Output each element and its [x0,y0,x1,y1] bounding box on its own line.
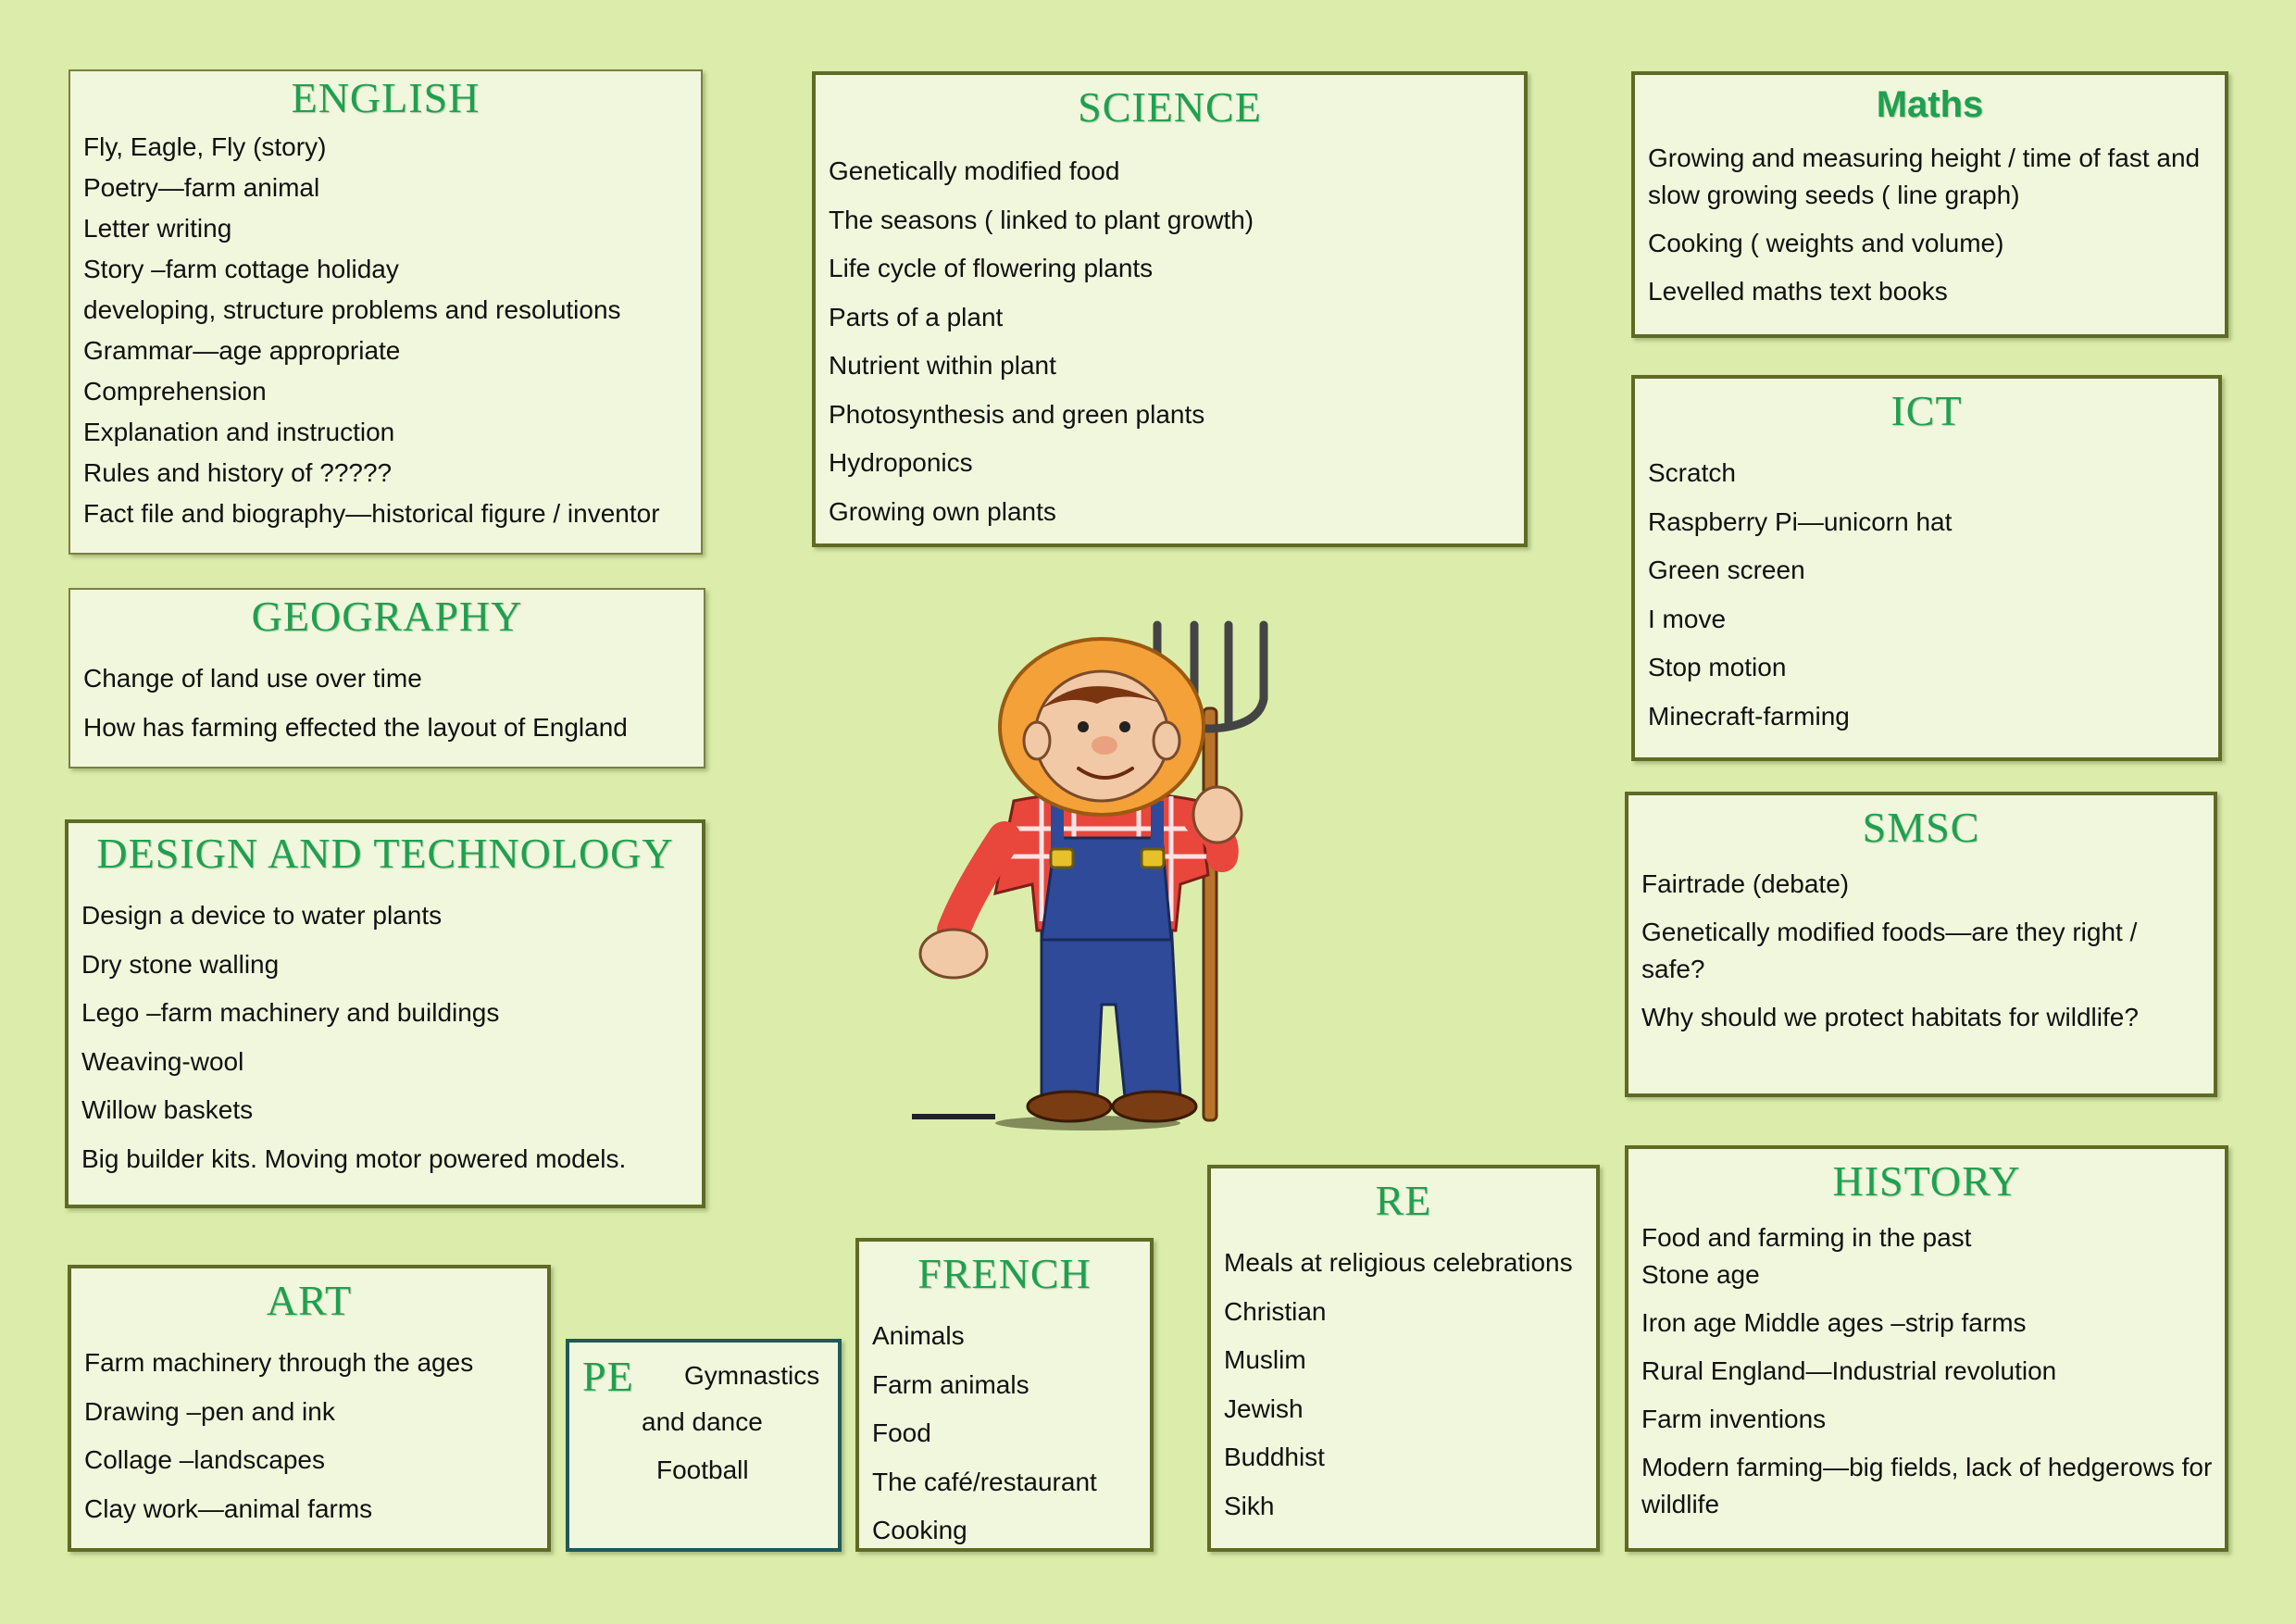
list-item: Fly, Eagle, Fly (story) [83,132,327,161]
list-item: Cooking ( weights and volume) [1648,229,2004,257]
list-item: Christian [1224,1296,1327,1326]
list-item: Dry stone walling [81,949,280,979]
science-title: SCIENCE [1078,83,1262,131]
english-panel [69,69,703,555]
list-item: Comprehension [83,377,267,406]
list-item: Fairtrade (debate) [1641,869,1850,898]
pe-item-dance: and dance [642,1407,763,1436]
pe-panel [566,1339,842,1552]
maths-panel [1631,71,2228,338]
list-item: Farm inventions [1641,1405,1827,1433]
list-item: Big builder kits. Moving motor powered models. [81,1143,627,1173]
list-item: Jewish [1224,1393,1304,1423]
list-item: Farm machinery through the ages [84,1348,474,1377]
list-item: Raspberry Pi—unicorn hat [1648,506,1953,536]
list-item: Growing and measuring height / time of fast and slow growing seeds ( line graph) [1648,144,2201,209]
english-title: ENGLISH [291,74,480,121]
list-item: Letter writing [83,214,232,243]
english-list [78,127,693,534]
list-item: Why should we protect habitats for wildlife? [1641,1003,2139,1031]
list-item: Parts of a plant [829,302,1004,331]
list-item: I move [1648,604,1727,633]
geography-list [78,655,696,752]
list-item: Genetically modified food [829,156,1120,185]
smsc-panel [1625,792,2217,1097]
list-item: Farm animals [872,1369,1029,1399]
list-item: Minecraft-farming [1648,701,1850,731]
pe-title: PE [582,1353,634,1400]
list-item: Collage –landscapes [84,1445,325,1474]
list-item: Muslim [1224,1345,1306,1374]
list-item: Scratch [1648,458,1736,487]
list-item: Stop motion [1648,653,1787,681]
list-item: Willow baskets [81,1095,254,1124]
list-item: Food [872,1418,931,1447]
ict-list [1642,449,2211,741]
list-item: Levelled maths text books [1648,277,1948,306]
list-item: Iron age Middle ages –strip farms [1641,1308,2027,1337]
list-item: Fact file and biography—historical figure / inventor [83,499,660,528]
maths-list [1642,140,2217,310]
list-item: Grammar—age appropriate [83,336,401,365]
french-title: FRENCH [917,1250,1092,1297]
re-panel [1207,1165,1600,1552]
re-list [1218,1239,1589,1530]
design-technology-list [76,892,694,1183]
list-item: Rural England—Industrial revolution [1641,1356,2057,1385]
list-item: Clay work—animal farms [84,1493,373,1523]
design-technology-panel [65,819,705,1208]
list-item: Green screen [1648,556,1805,584]
list-item: Meals at religious celebrations [1224,1248,1573,1277]
list-item: Cooking [872,1516,967,1544]
history-list [1636,1219,2217,1523]
geography-title: GEOGRAPHY [251,593,523,640]
list-item: Drawing –pen and ink [84,1396,335,1426]
smsc-list [1636,866,2206,1036]
list-item: developing, structure problems and resolutions [83,295,621,324]
science-panel [812,71,1528,547]
maths-title: Maths [1876,84,1984,125]
ict-panel [1631,375,2222,761]
art-list [79,1339,540,1533]
list-item: Change of land use over time [83,664,422,693]
list-item: Nutrient within plant [829,351,1056,380]
pe-item-football: Football [656,1455,749,1484]
list-item: Food and farming in the past [1641,1223,1972,1252]
re-title: RE [1375,1177,1432,1224]
list-item: How has farming effected the layout of England [83,712,628,742]
list-item: Weaving-wool [81,1046,244,1076]
geography-panel [69,588,705,768]
list-item: Modern farming—big fields, lack of hedgerows for wildlife [1641,1453,2213,1518]
list-item: Lego –farm machinery and buildings [81,998,500,1027]
list-item: Genetically modified foods—are they right / safe? [1641,918,2138,983]
art-title: ART [266,1277,353,1324]
ict-title: ICT [1890,387,1963,434]
list-item: Hydroponics [829,448,973,477]
list-item: Rules and history of ????? [83,458,393,487]
pe-item-gymnastics: Gymnastics [684,1361,820,1390]
list-item: The seasons ( linked to plant growth) [829,205,1254,234]
list-item: Buddhist [1224,1443,1325,1471]
list-item: Growing own plants [829,496,1056,526]
list-item: Life cycle of flowering plants [829,254,1154,282]
list-item: Stone age [1641,1260,1760,1289]
list-item: Sikh [1224,1491,1275,1520]
list-item: Story –farm cottage holiday [83,255,399,283]
list-item: The café/restaurant [872,1467,1097,1496]
history-panel [1625,1145,2228,1552]
french-list [867,1312,1142,1555]
french-panel [855,1238,1154,1552]
farmer-illustration [903,616,1282,1143]
smsc-title: SMSC [1862,804,1980,851]
design-technology-title: DESIGN AND TECHNOLOGY [96,830,674,877]
list-item: Poetry—farm animal [83,173,320,202]
list-item: Explanation and instruction [83,418,395,446]
history-title: HISTORY [1832,1157,2021,1205]
list-item: Animals [872,1321,965,1350]
art-panel [68,1265,551,1552]
list-item: Photosynthesis and green plants [829,399,1205,429]
science-list [823,147,1516,536]
list-item: Design a device to water plants [81,901,443,930]
